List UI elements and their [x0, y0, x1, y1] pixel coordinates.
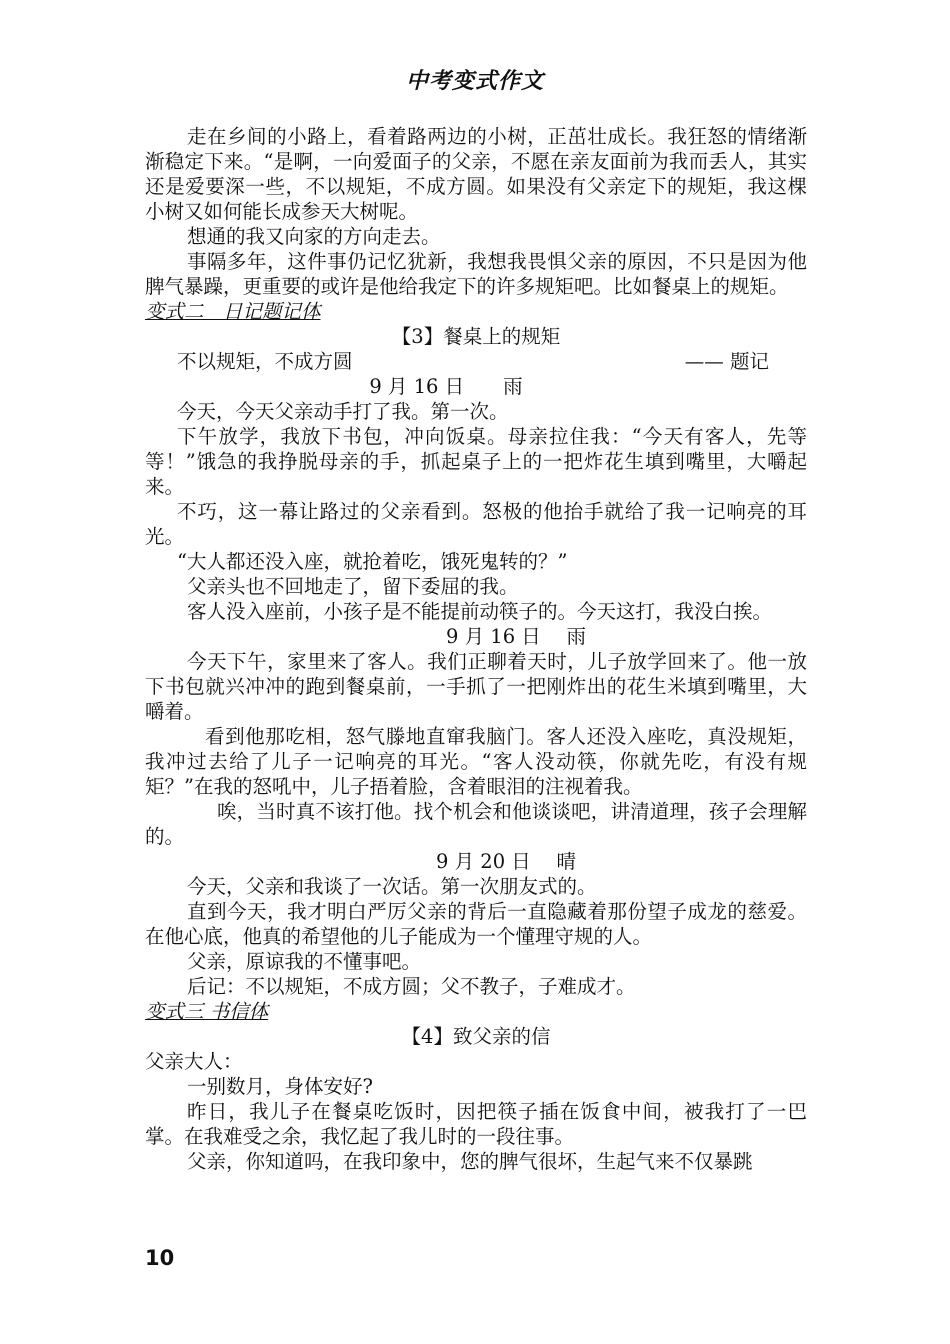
paragraph: 今天，今天父亲动手打了我。第一次。: [177, 400, 509, 423]
paragraph: 事隔多年，这件事仍记忆犹新，我想我畏惧父亲的原因，不只是因为他脾气暴躁，更重要的或许是他给我定下的许多规矩吧。比如餐桌上的规矩。: [145, 250, 807, 298]
epigraph-text: 不以规矩，不成方圆: [177, 350, 353, 373]
page-header-title: 中考变式作文: [405, 69, 544, 94]
diary-date-2: 9 月 16 日 雨: [445, 625, 586, 648]
variant-two-heading: 变式二 日记题记体: [145, 300, 321, 323]
paragraph: 不巧，这一幕让路过的父亲看到。怒极的他抬手就给了我一记响亮的耳光。: [145, 500, 807, 548]
article-body: [145, 124, 807, 1174]
essay-title-3: 【3】餐桌上的规矩: [391, 325, 561, 348]
paragraph: 父亲头也不回地走了，留下委屈的我。: [187, 575, 519, 598]
variant-three-heading: 变式三 书信体: [145, 1000, 269, 1023]
paragraph: 父亲，原谅我的不懂事吧。: [187, 950, 422, 973]
paragraph: 昨日，我儿子在餐桌吃饭时，因把筷子插在饭食中间，被我打了一巴掌。在我难受之余，我忆起了我儿时的一段往事。: [145, 1100, 807, 1148]
paragraph: 后记：不以规矩，不成方圆；父不教子，子难成才。: [187, 975, 636, 998]
epigraph: [145, 349, 807, 374]
paragraph: 想通的我又向家的方向走去。: [187, 225, 441, 248]
epigraph-tag: —— 题记: [684, 350, 769, 373]
paragraph: 直到今天，我才明白严厉父亲的背后一直隐藏着那份望子成龙的慈爱。在他心底，他真的希望他的儿子能成为一个懂理守规的人。: [145, 900, 807, 948]
paragraph: 父亲，你知道吗，在我印象中，您的脾气很坏，生起气来不仅暴跳: [187, 1150, 753, 1173]
paragraph: 今天下午，家里来了客人。我们正聊着天时，儿子放学回来了。他一放下书包就兴冲冲的跑到餐桌前，一手抓了一把刚炸出的花生米填到嘴里，大嚼着。: [145, 650, 807, 723]
paragraph: 唉，当时真不该打他。找个机会和他谈谈吧，讲清道理，孩子会理解的。: [145, 800, 807, 848]
diary-date-1: 9 月 16 日 雨: [369, 375, 523, 398]
paragraph: 客人没入座前，小孩子是不能提前动筷子的。今天这打，我没白挨。: [187, 600, 773, 623]
paragraph: 下午放学，我放下书包，冲向饭桌。母亲拉住我：“今天有客人，先等等！”饿急的我挣脱母亲的手，抓起桌子上的一把炸花生填到嘴里，大嚼起来。: [145, 425, 807, 498]
paragraph: 一别数月，身体安好?: [187, 1075, 373, 1098]
paragraph: 走在乡间的小路上，看着路两边的小树，正茁壮成长。我狂怒的情绪渐渐稳定下来。“是啊，一向爱面子的父亲，不愿在亲友面前为我而丢人，其实还是爱要深一些，不以规矩，不成方圆。如果没有父亲定下的规矩，我这棵小树又如何能长成参天大树呢。: [145, 125, 807, 223]
paragraph: 今天，父亲和我谈了一次话。第一次朋友式的。: [187, 875, 597, 898]
paragraph: “大人都还没入座，就抢着吃，饿死鬼转的？”: [177, 550, 568, 573]
diary-date-3: 9 月 20 日 晴: [435, 850, 576, 873]
paragraph: 看到他那吃相，怒气滕地直窜我脑门。客人还没入座吃，真没规矩，我冲过去给了儿子一记响亮的耳光。“客人没动筷，你就先吃，有没有规矩？”在我的怒吼中，儿子捂着脸，含着眼泪的注视着我。: [145, 725, 807, 798]
page-number: 10: [145, 1246, 175, 1270]
essay-title-4: 【4】致父亲的信: [401, 1025, 551, 1048]
letter-salutation: 父亲大人：: [145, 1050, 243, 1073]
